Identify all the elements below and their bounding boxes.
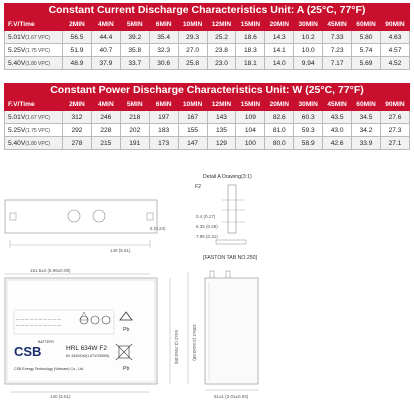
row-voltage-cell bbox=[5, 31, 63, 44]
power-discharge-table bbox=[4, 97, 410, 150]
model-number: HRL 634W F2 bbox=[66, 345, 107, 352]
table-cell: 42.6 bbox=[323, 137, 352, 150]
table-row bbox=[5, 57, 410, 70]
vpc-value: (1.75 VPC) bbox=[25, 47, 50, 54]
table-cell: 18.6 bbox=[236, 31, 265, 44]
dim-height: 94±2 (3.70±0.08) bbox=[174, 330, 179, 365]
current-table-header-row bbox=[5, 18, 410, 31]
header-90min: 90MIN bbox=[380, 98, 409, 111]
top-view-drawing bbox=[5, 200, 166, 253]
table-cell: 7.17 bbox=[323, 57, 352, 70]
dim-side: 6 (0.24) bbox=[150, 226, 166, 231]
table-cell: 32.3 bbox=[149, 44, 178, 57]
table-cell: 167 bbox=[178, 111, 207, 124]
header-30min: 30MIN bbox=[294, 98, 323, 111]
header-20min: 20MIN bbox=[265, 18, 294, 31]
table-cell: 173 bbox=[149, 137, 178, 150]
table-cell: 5.74 bbox=[352, 44, 381, 57]
table-cell: 14.3 bbox=[265, 31, 294, 44]
power-table-title: Constant Power Discharge Characteristics Unit: W (25°C, 77°F) bbox=[4, 83, 410, 97]
table-cell: 80.0 bbox=[265, 137, 294, 150]
header-6min: 6MIN bbox=[149, 18, 178, 31]
table-cell: 60.3 bbox=[294, 111, 323, 124]
table-cell: 129 bbox=[207, 137, 236, 150]
table-cell: 202 bbox=[120, 124, 149, 137]
table-cell: 29.3 bbox=[178, 31, 207, 44]
table-cell: 143 bbox=[207, 111, 236, 124]
table-cell: 5.80 bbox=[352, 31, 381, 44]
table-cell: 27.3 bbox=[380, 124, 409, 137]
table-cell: 135 bbox=[207, 124, 236, 137]
table-cell: 33.9 bbox=[352, 137, 381, 150]
table-cell: 7.33 bbox=[323, 31, 352, 44]
table-cell: 43.5 bbox=[323, 111, 352, 124]
dim-width: 151.5±2 (5.96±0.08) bbox=[30, 268, 71, 273]
table-row bbox=[5, 44, 410, 57]
table-cell: 104 bbox=[236, 124, 265, 137]
dim-total-height: 100±2 (3.94±0.08) bbox=[192, 324, 197, 361]
header-15min: 15MIN bbox=[236, 18, 265, 31]
row-voltage-cell bbox=[5, 124, 63, 137]
header-45min: 45MIN bbox=[323, 18, 352, 31]
table-cell: 9.94 bbox=[294, 57, 323, 70]
header-12min: 12MIN bbox=[207, 18, 236, 31]
voltage-value: 5.40V bbox=[8, 59, 26, 67]
table-cell: 18.1 bbox=[236, 57, 265, 70]
table-cell: 4.63 bbox=[380, 31, 409, 44]
table-cell: 44.4 bbox=[91, 31, 120, 44]
header-30min: 30MIN bbox=[294, 18, 323, 31]
vpc-value: (1.67 VPC) bbox=[25, 34, 50, 41]
row-voltage-cell bbox=[5, 57, 63, 70]
voltage-value: 5.25V bbox=[8, 126, 26, 134]
table-cell: 40.7 bbox=[91, 44, 120, 57]
row-voltage-cell bbox=[5, 44, 63, 57]
dim-detail-2: 6.35 (0.25) bbox=[196, 224, 218, 229]
table-cell: 39.2 bbox=[120, 31, 149, 44]
battery-spec-line: 6V 34W/Cell(1.67V/15MIN) bbox=[66, 354, 110, 358]
table-cell: 155 bbox=[178, 124, 207, 137]
table-cell: 33.7 bbox=[120, 57, 149, 70]
header-5min: 5MIN bbox=[120, 18, 149, 31]
header-4min: 4MIN bbox=[91, 18, 120, 31]
vpc-value: (1.80 VPC) bbox=[25, 60, 50, 67]
table-cell: 5.69 bbox=[352, 57, 381, 70]
voltage-value: 5.01V bbox=[8, 113, 26, 121]
svg-text:— — — — — — — — — —: — — — — — — — — — — bbox=[16, 317, 61, 321]
header-10min: 10MIN bbox=[178, 98, 207, 111]
table-cell: 10.0 bbox=[294, 44, 323, 57]
header-fv-time: F.V/Time bbox=[5, 98, 63, 111]
table-row bbox=[5, 111, 410, 124]
table-cell: 7.23 bbox=[323, 44, 352, 57]
table-row bbox=[5, 137, 410, 150]
table-cell: 278 bbox=[63, 137, 92, 150]
table-row bbox=[5, 31, 410, 44]
header-90min: 90MIN bbox=[380, 18, 409, 31]
table-cell: 292 bbox=[63, 124, 92, 137]
table-cell: 43.0 bbox=[323, 124, 352, 137]
table-cell: 34.5 bbox=[352, 111, 381, 124]
power-table-header-row bbox=[5, 98, 410, 111]
table-cell: 51.9 bbox=[63, 44, 92, 57]
faston-label: [FASTON TAB NO.250] bbox=[203, 255, 257, 261]
header-60min: 60MIN bbox=[352, 98, 381, 111]
header-2min: 2MIN bbox=[63, 98, 92, 111]
table-cell: 14.1 bbox=[265, 44, 294, 57]
table-cell: 59.3 bbox=[294, 124, 323, 137]
dim-bottom-length: 140 (5.51) bbox=[50, 394, 71, 399]
table-cell: 4.52 bbox=[380, 57, 409, 70]
table-cell: 4.57 bbox=[380, 44, 409, 57]
row-voltage-cell bbox=[5, 137, 63, 150]
detail-a-drawing bbox=[195, 174, 257, 261]
table-cell: 23.8 bbox=[207, 44, 236, 57]
table-cell: 215 bbox=[91, 137, 120, 150]
header-60min: 60MIN bbox=[352, 18, 381, 31]
table-cell: 35.8 bbox=[120, 44, 149, 57]
company-name: CSB Energy Technology (Vietnam) Co., Ltd. bbox=[14, 367, 84, 371]
header-20min: 20MIN bbox=[265, 98, 294, 111]
table-cell: 34.2 bbox=[352, 124, 381, 137]
table-cell: 27.0 bbox=[178, 44, 207, 57]
vpc-value: (1.75 VPC) bbox=[25, 127, 50, 134]
table-cell: 147 bbox=[178, 137, 207, 150]
table-row bbox=[5, 124, 410, 137]
dim-detail-3: 7.95 (0.31) bbox=[196, 234, 218, 239]
table-cell: 191 bbox=[120, 137, 149, 150]
pb-label-bottom: Pb bbox=[123, 366, 130, 372]
voltage-value: 5.01V bbox=[8, 33, 26, 41]
header-45min: 45MIN bbox=[323, 98, 352, 111]
table-cell: 25.8 bbox=[178, 57, 207, 70]
dim-depth: 51±1 (2.01±0.04) bbox=[214, 394, 249, 399]
table-cell: 312 bbox=[63, 111, 92, 124]
table-cell: 30.6 bbox=[149, 57, 178, 70]
table-cell: 183 bbox=[149, 124, 178, 137]
header-12min: 12MIN bbox=[207, 98, 236, 111]
voltage-value: 5.25V bbox=[8, 46, 26, 54]
header-10min: 10MIN bbox=[178, 18, 207, 31]
table-cell: 48.9 bbox=[63, 57, 92, 70]
table-cell: 56.5 bbox=[63, 31, 92, 44]
table-cell: 18.3 bbox=[236, 44, 265, 57]
table-cell: 81.0 bbox=[265, 124, 294, 137]
vpc-value: (1.67 VPC) bbox=[25, 114, 50, 121]
vpc-value: (1.80 VPC) bbox=[25, 140, 50, 147]
dim-top-length: 140 (5.51) bbox=[110, 248, 131, 253]
voltage-value: 5.40V bbox=[8, 139, 26, 147]
side-view-drawing bbox=[205, 271, 258, 399]
table-cell: 37.9 bbox=[91, 57, 120, 70]
detail-title: Detail A Drawing(3:1) bbox=[203, 174, 252, 180]
current-table-title: Constant Current Discharge Characteristics Unit: A (25°C, 77°F) bbox=[4, 3, 410, 17]
table-cell: 27.6 bbox=[380, 111, 409, 124]
table-cell: 25.2 bbox=[207, 31, 236, 44]
table-cell: 14.0 bbox=[265, 57, 294, 70]
table-cell: 100 bbox=[236, 137, 265, 150]
header-fv-time: F.V/Time bbox=[5, 18, 63, 31]
table-cell: 10.2 bbox=[294, 31, 323, 44]
row-voltage-cell bbox=[5, 111, 63, 124]
table-cell: 27.1 bbox=[380, 137, 409, 150]
header-6min: 6MIN bbox=[149, 98, 178, 111]
header-5min: 5MIN bbox=[120, 98, 149, 111]
csb-logo-sub: BATTERY bbox=[38, 340, 55, 344]
table-cell: 109 bbox=[236, 111, 265, 124]
front-view-drawing bbox=[5, 268, 197, 399]
terminal-code: F2 bbox=[195, 184, 202, 190]
dimension-drawings bbox=[0, 170, 414, 400]
svg-text:— — — — — — — — — —: — — — — — — — — — — bbox=[16, 323, 61, 327]
table-cell: 197 bbox=[149, 111, 178, 124]
table-cell: 246 bbox=[91, 111, 120, 124]
csb-logo-text: CSB bbox=[14, 344, 42, 359]
table-cell: 35.4 bbox=[149, 31, 178, 44]
table-cell: 23.0 bbox=[207, 57, 236, 70]
header-4min: 4MIN bbox=[91, 98, 120, 111]
table-cell: 58.9 bbox=[294, 137, 323, 150]
pb-label-top: Pb bbox=[123, 327, 130, 333]
current-discharge-table bbox=[4, 17, 410, 70]
dim-detail-1: 0.4 (0.17) bbox=[196, 214, 216, 219]
table-cell: 82.6 bbox=[265, 111, 294, 124]
table-cell: 228 bbox=[91, 124, 120, 137]
table-cell: 218 bbox=[120, 111, 149, 124]
header-2min: 2MIN bbox=[63, 18, 92, 31]
header-15min: 15MIN bbox=[236, 98, 265, 111]
